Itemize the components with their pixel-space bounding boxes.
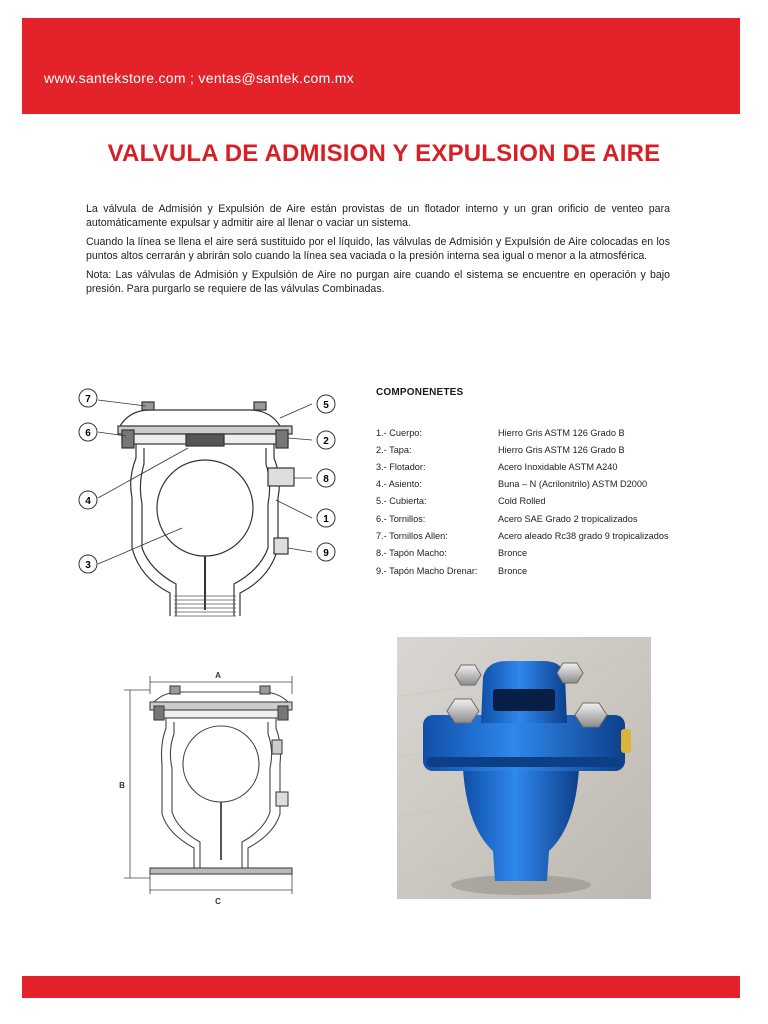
- svg-text:7: 7: [85, 394, 91, 405]
- header-band: [22, 18, 740, 114]
- svg-text:1: 1: [323, 514, 329, 525]
- component-material: Hierro Gris ASTM 126 Grado B: [498, 428, 625, 438]
- component-label: 7.- Tornillos Allen:: [376, 531, 448, 541]
- component-row: [376, 514, 716, 531]
- operation-paragraph: Cuando la línea se llena el aire será sustituido por el líquido, las válvulas de Admisión y Expulsión de Aire colocadas en los puntos altos cerrarán y abrirán solo cuando la línea sea vaciada o la presión interna sea igual o menor a la atmosférica.: [86, 236, 670, 262]
- component-row: [376, 428, 716, 445]
- components-title: COMPONENETES: [376, 387, 464, 398]
- component-row: [376, 566, 716, 583]
- component-material: Buna – N (Acrilonitrilo) ASTM D2000: [498, 479, 648, 489]
- component-label: 8.- Tapón Macho:: [376, 548, 447, 558]
- dimension-b-label: B: [119, 781, 125, 790]
- dimension-a-label: A: [215, 671, 221, 680]
- svg-text:8: 8: [323, 474, 329, 485]
- svg-text:3: 3: [85, 560, 91, 571]
- footer-band: [22, 976, 740, 998]
- component-material: Hierro Gris ASTM 126 Grado B: [498, 445, 625, 455]
- component-row: [376, 496, 716, 513]
- component-row: [376, 531, 716, 548]
- svg-text:2: 2: [323, 436, 329, 447]
- dimension-c-label: C: [215, 897, 221, 906]
- component-label: 9.- Tapón Macho Drenar:: [376, 566, 478, 576]
- callout-5: [317, 395, 335, 413]
- valve-dimension-diagram: [110, 664, 310, 914]
- component-material: Acero SAE Grado 2 tropicalizados: [498, 514, 638, 524]
- svg-text:4: 4: [85, 496, 91, 507]
- component-label: 6.- Tornillos:: [376, 514, 426, 524]
- callout-4: [79, 491, 97, 509]
- svg-text:5: 5: [323, 400, 329, 411]
- callout-8: [317, 469, 335, 487]
- callout-6: [79, 423, 97, 441]
- page-title: VALVULA DE ADMISION Y EXPULSION DE AIRE: [107, 140, 661, 167]
- intro-paragraph: La válvula de Admisión y Expulsión de Aire están provistas de un flotador interno y un gran orificio de venteo para automáticamente expulsar y admitir aire al llenar o vaciar un sistema.: [86, 203, 670, 229]
- component-label: 4.- Asiento:: [376, 479, 422, 489]
- valve-cross-section-diagram: [70, 388, 350, 628]
- component-label: 1.- Cuerpo:: [376, 428, 422, 438]
- component-material: Cold Rolled: [498, 496, 546, 506]
- product-photo: [397, 637, 651, 899]
- callout-1: [317, 509, 335, 527]
- component-label: 5.- Cubierta:: [376, 496, 427, 506]
- component-label: 3.- Flotador:: [376, 462, 426, 472]
- component-material: Bronce: [498, 548, 528, 558]
- callout-7: [79, 389, 97, 407]
- callout-3: [79, 555, 97, 573]
- svg-text:6: 6: [85, 428, 91, 439]
- note-paragraph: Nota: Las válvulas de Admisión y Expulsión de Aire no purgan aire cuando el sistema se encuentre en operación y bajo presión. Para purgarlo se requiere de las válvulas Combinadas.: [86, 269, 670, 295]
- component-row: [376, 462, 716, 479]
- component-material: Acero aleado Rc38 grado 9 tropicalizados: [498, 531, 669, 541]
- callout-9: [317, 543, 335, 561]
- component-label: 2.- Tapa:: [376, 445, 412, 455]
- svg-text:9: 9: [323, 548, 329, 559]
- component-material: Acero Inoxidable ASTM A240: [498, 462, 618, 472]
- component-row: [376, 445, 716, 462]
- component-row: [376, 479, 716, 496]
- component-row: [376, 548, 716, 565]
- header-contact: www.santekstore.com ; ventas@santek.com.mx: [44, 70, 355, 86]
- callout-2: [317, 431, 335, 449]
- component-material: Bronce: [498, 566, 528, 576]
